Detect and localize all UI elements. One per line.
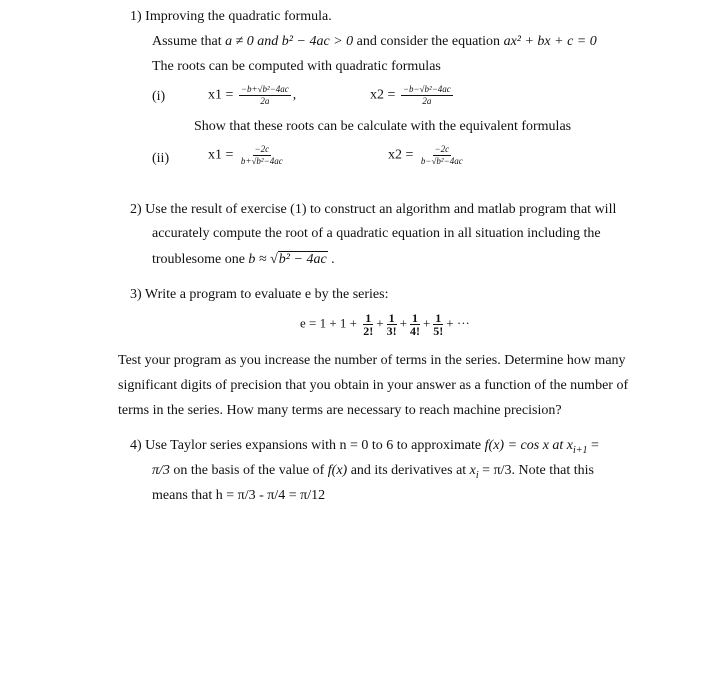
q1-show-text: Show that these roots can be calculate with the equivalent formulas	[194, 119, 572, 134]
q3-test-line-1: Test your program as you increase the number of terms in the series. Determine how many	[118, 353, 626, 368]
q1-fraction-x2	[401, 84, 453, 107]
q1-assume-condition: a ≠ 0 and b² − 4ac > 0	[225, 34, 354, 49]
q2-period: .	[327, 252, 335, 267]
q3-test-line-2: significant digits of precision that you obtain in your answer as a function of the number of	[118, 378, 629, 393]
q3-term-1-den: 2!	[363, 324, 374, 338]
q2-b-approx: b ≈	[248, 252, 271, 267]
q3-term-2	[385, 312, 399, 337]
q1-x2-numerator: −b−√b²−4ac	[402, 84, 451, 94]
q1-label-i: (i)	[152, 89, 166, 104]
q3-term-1	[361, 312, 375, 337]
q1-x1-label: x1 =	[208, 87, 234, 103]
q1-fraction-alt-x1	[239, 144, 285, 167]
q4-fx: f(x)	[327, 463, 348, 478]
q4-equals: =	[587, 438, 599, 453]
q1-label-ii: (ii)	[152, 151, 170, 166]
q4-subscript-i: i	[475, 469, 479, 481]
q1-x2-label: x2 =	[370, 87, 396, 103]
q1-alt-x1-numerator: −2c	[254, 144, 270, 154]
q3-series	[300, 312, 470, 337]
q4-line-3: means that h = π/3 - π/4 = π/12	[152, 488, 326, 503]
q1-x1-numerator: −b+√b²−4ac	[240, 84, 289, 94]
q1-alt-x2-denominator: b−√b²−4ac	[420, 156, 463, 166]
q3-term-2-num: 1	[388, 311, 395, 325]
q3-plus-2: +	[399, 315, 407, 331]
q1-heading: 1) Improving the quadratic formula.	[130, 9, 332, 24]
q1-assumption	[152, 33, 597, 51]
q3-term-3	[408, 312, 422, 337]
q1-comma: ,	[292, 87, 297, 103]
q2-sqrt-radicand: b² − 4ac	[278, 252, 327, 267]
q3-test-line-3: terms in the series. How many terms are necessary to reach machine precision?	[118, 403, 562, 418]
q1-fraction-x1	[239, 84, 291, 107]
q2-troublesome-text: troublesome one	[152, 252, 249, 267]
q4-line-1	[130, 437, 599, 460]
q4-basis-text: on the basis of the value of	[169, 463, 328, 478]
q1-formula-x1	[208, 84, 296, 107]
q4-note: = π/3. Note that this	[478, 463, 594, 478]
q1-alt-x1-denominator: b+√b²−4ac	[240, 156, 283, 166]
q1-fraction-alt-x2	[419, 144, 465, 167]
q4-subscript-i1: i+1	[573, 444, 588, 456]
q3-term-2-den: 3!	[386, 324, 397, 338]
q4-xi: x	[469, 463, 476, 478]
q2-line-2: accurately compute the root of a quadratic equation in all situation including the	[152, 226, 601, 241]
q1-formula-alt-x2	[388, 144, 467, 167]
q4-line-2	[152, 462, 594, 485]
q1-alt-x2-label: x2 =	[388, 147, 414, 163]
q1-assume-lead: Assume that	[152, 34, 226, 49]
q3-series-prefix: e = 1 + 1 +	[300, 315, 358, 331]
q3-term-3-num: 1	[411, 311, 418, 325]
q3-heading: 3) Write a program to evaluate e by the series:	[130, 287, 389, 302]
q4-derivatives-text: and its derivatives at	[347, 463, 470, 478]
q3-term-3-den: 4!	[409, 324, 420, 338]
q3-series-tail: + ···	[446, 315, 470, 331]
q3-term-4	[431, 312, 445, 337]
q1-equation: ax² + bx + c = 0	[503, 34, 597, 49]
q3-plus-1: +	[376, 315, 384, 331]
q3-term-4-num: 1	[435, 311, 442, 325]
q1-assume-mid: and consider the equation	[353, 34, 504, 49]
q3-term-1-num: 1	[365, 311, 372, 325]
q1-formula-alt-x1	[208, 144, 287, 167]
q2-line-1: 2) Use the result of exercise (1) to construct an algorithm and matlab program that will	[130, 202, 617, 217]
q4-intro: 4) Use Taylor series expansions with n = 0 to 6 to approximate	[130, 438, 485, 453]
q1-x2-denominator: 2a	[422, 96, 432, 106]
q1-roots-text: The roots can be computed with quadratic formulas	[152, 59, 441, 74]
q4-function: f(x) = cos x at x	[484, 438, 574, 453]
q4-pi-third: π/3	[152, 463, 170, 478]
q1-alt-x2-numerator: −2c	[434, 144, 450, 154]
q2-sqrt: √b² − 4ac	[270, 252, 327, 267]
q1-x1-denominator: 2a	[260, 96, 270, 106]
q1-alt-x1-label: x1 =	[208, 147, 234, 163]
q3-plus-3: +	[422, 315, 431, 331]
q1-formula-x2	[370, 84, 455, 107]
q3-term-4-den: 5!	[433, 324, 444, 338]
q2-line-3	[152, 251, 335, 269]
